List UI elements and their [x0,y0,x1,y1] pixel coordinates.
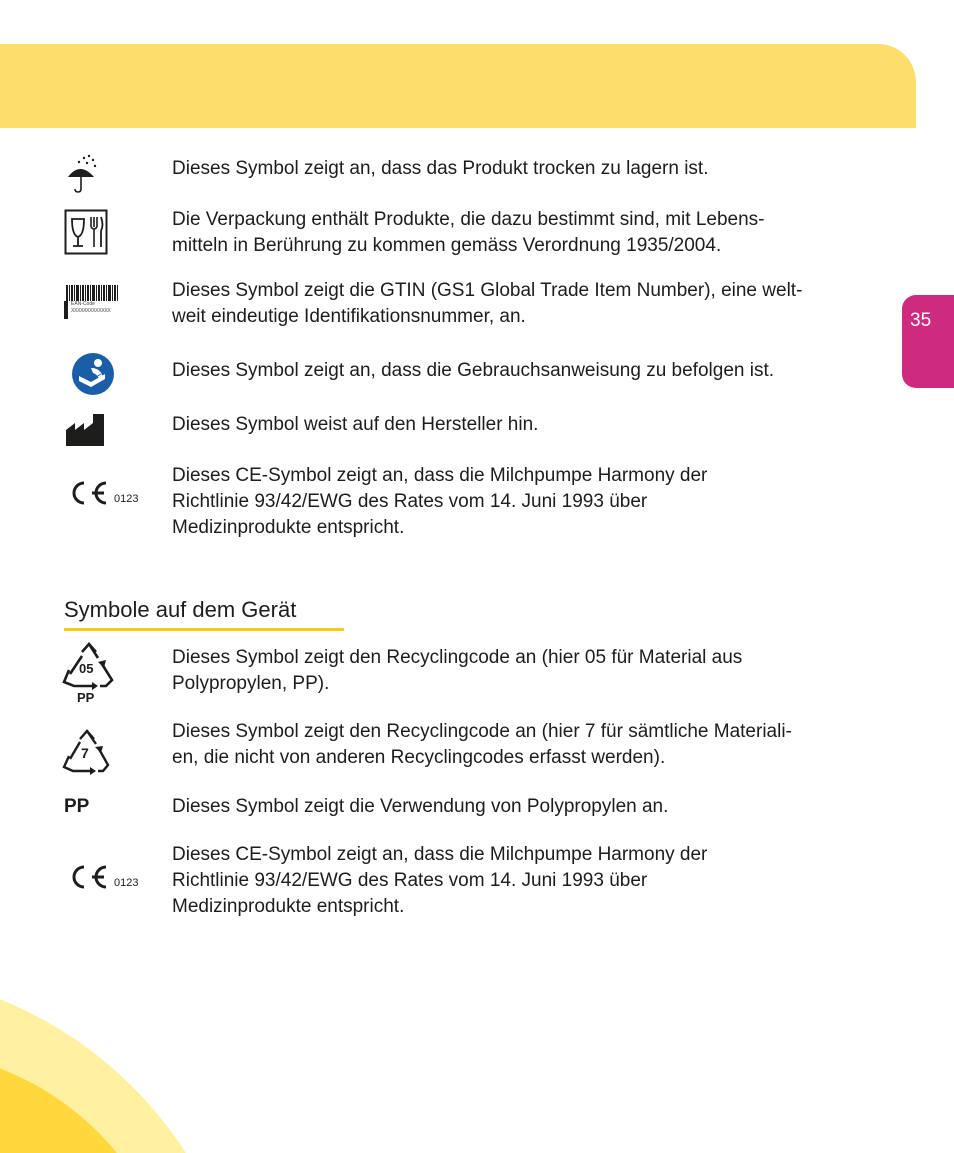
recycling-code: 7 [81,745,89,761]
page-number-tab [902,295,954,388]
ce-notified-body-number: 0123 [114,493,139,505]
symbol-description: Dieses Symbol zeigt an, dass die Gebrauchsanweisung zu befolgen ist. [172,360,775,381]
recycling-7-icon [62,729,112,775]
symbol-description: Dieses CE-Symbol zeigt an, dass die Milchpumpe Harmony der Richtlinie 93/42/EWG des Rates vom 14. Juni 1993 über Medizinprodukte entspricht. [172,844,708,917]
symbol-description: Dieses Symbol zeigt die GTIN (GS1 Global Trade Item Number), eine welt- weit eindeutige Identifikationsnummer, an. [172,280,803,327]
pp-label: PP [64,796,90,817]
section-heading: Symbole auf dem Gerät [64,597,297,622]
symbol-description: Dieses Symbol zeigt den Recyclingcode an (hier 05 für Material aus Polypropylen, PP). [172,647,743,694]
symbol-description: Dieses Symbol weist auf den Hersteller hin. [172,414,539,435]
food-contact-icon [64,209,108,255]
ce-notified-body-number: 0123 [114,877,139,889]
symbol-description: Dieses Symbol zeigt die Verwendung von Polypropylen an. [172,796,669,817]
page-number: 35 [910,310,932,331]
barcode-label: EAN-Code [71,301,95,307]
symbol-description: Dieses Symbol zeigt den Recyclingcode an (hier 7 für sämtliche Materiali- en, die nicht von anderen Recyclingcodes erfasst werden). [172,721,792,768]
ce-mark-icon [66,864,138,890]
recycling-code: 05 [79,661,94,676]
read-instructions-icon [71,352,115,396]
symbol-description: Dieses Symbol zeigt an, dass das Produkt trocken zu lagern ist. [172,158,709,179]
keep-dry-icon [64,153,100,193]
barcode-icon [64,285,120,319]
recycling-05-icon [62,642,116,706]
header-band [0,44,916,128]
symbol-description: Die Verpackung enthält Produkte, die dazu bestimmt sind, mit Lebens- mitteln in Berührung zu kommen gemäss Verordnung 1935/2004. [172,209,765,256]
manufacturer-icon [66,414,104,446]
recycling-material-label: PP [77,690,95,705]
heading-underline [64,628,344,631]
symbol-description: Dieses CE-Symbol zeigt an, dass die Milchpumpe Harmony der Richtlinie 93/42/EWG des Rates vom 14. Juni 1993 über Medizinprodukte entspricht. [172,465,708,538]
barcode-digits: XXXXXXXXXXXXX [71,308,111,314]
ce-mark-icon [66,480,138,506]
